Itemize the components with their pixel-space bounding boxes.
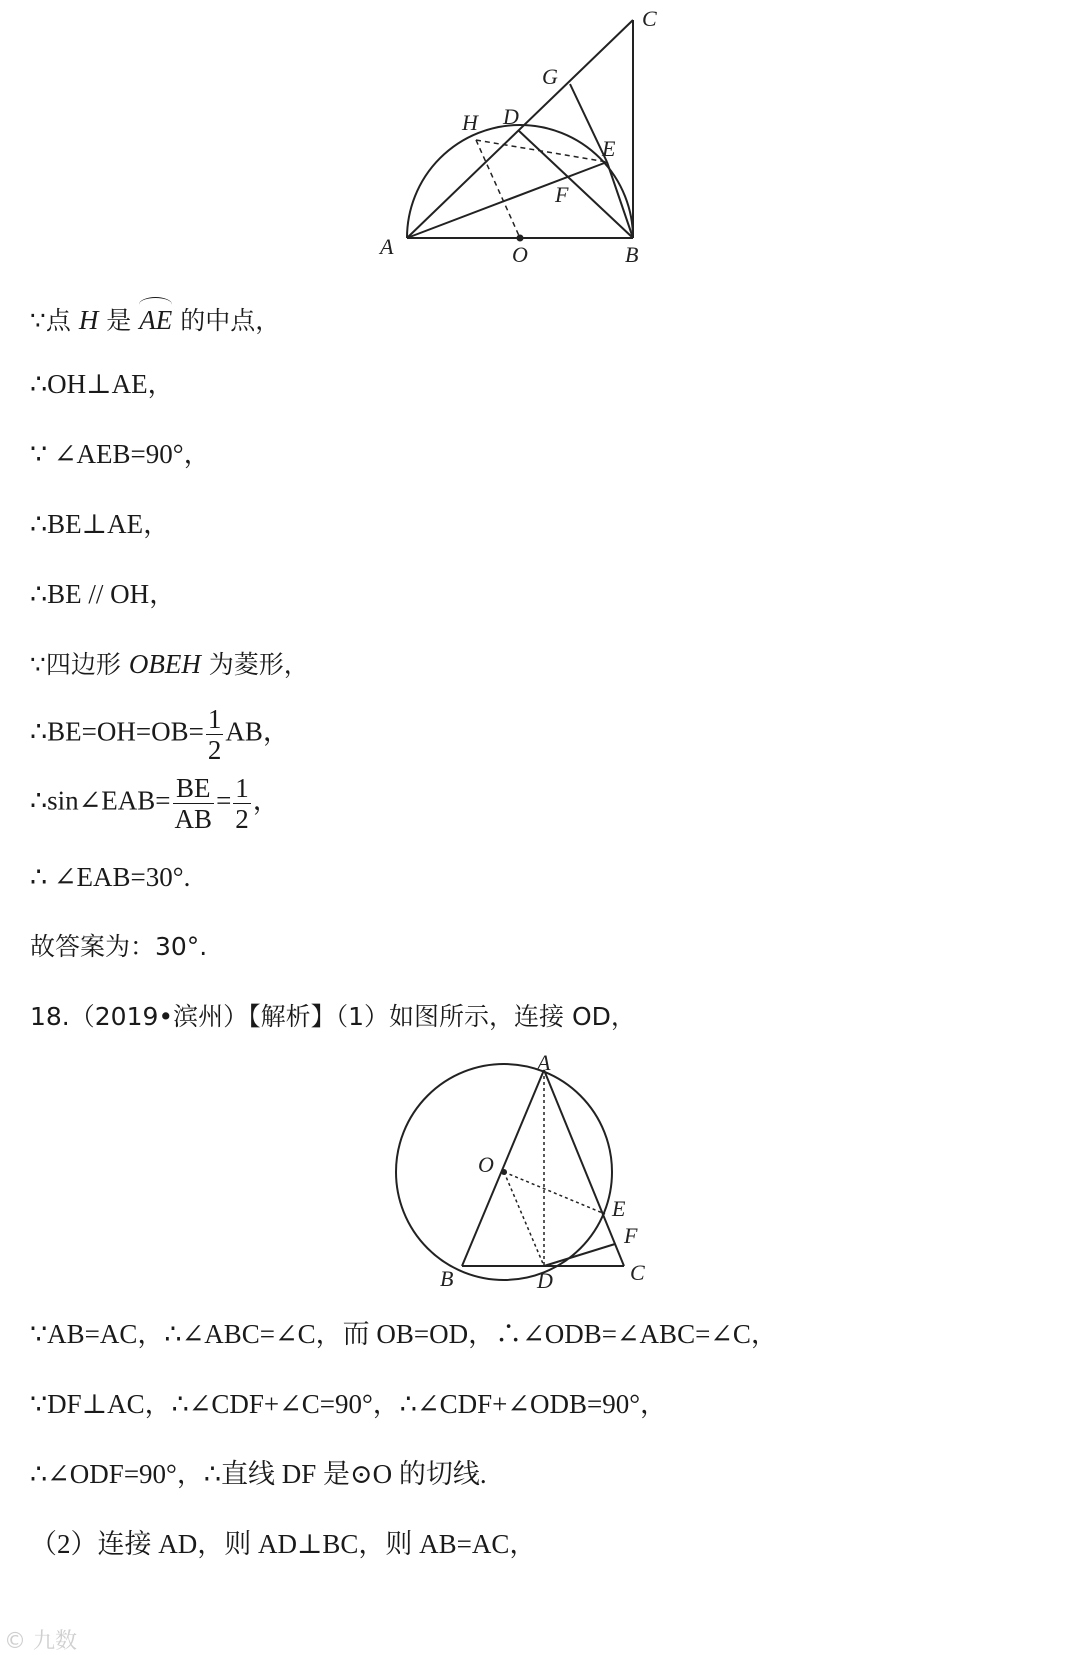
line-text: （2）连接 AD，则 AD⊥BC，则 AB=AC，: [30, 1529, 537, 1559]
proof2-line-3: [30, 1457, 487, 1491]
denominator: 2: [235, 804, 249, 834]
line-text: ∴∠ODF=90°，∴直线 DF 是⊙O 的切线.: [30, 1459, 487, 1489]
text: 是: [98, 306, 140, 335]
label-O2: O: [478, 1152, 494, 1177]
label-G: G: [542, 64, 558, 89]
arc-ae: AE: [139, 297, 172, 337]
label-A2: A: [537, 1050, 551, 1075]
label-B: B: [625, 242, 639, 267]
problem-18-heading: [30, 1000, 636, 1034]
proof-line-3: [30, 437, 211, 471]
label-E2: E: [612, 1196, 626, 1221]
line-text: ∴BE⊥AE，: [30, 509, 171, 539]
label-C: C: [642, 6, 657, 31]
line-text: ∵AB=AC，∴∠ABC=∠C，而 OB=OD，∴∠ODB=∠ABC=∠C，: [30, 1319, 778, 1349]
watermark: © 九数: [4, 1629, 77, 1654]
label-E: E: [602, 136, 616, 161]
fraction: [173, 773, 215, 834]
line-text: ∴ ∠EAB=30°.: [30, 862, 191, 892]
denominator: AB: [174, 804, 213, 834]
text: ∴BE=OH=OB=: [30, 716, 204, 747]
figure-semicircle: [370, 0, 680, 280]
proof-line-9: [30, 860, 190, 894]
text: 的中点，: [172, 306, 281, 335]
label-D2: D: [537, 1268, 553, 1293]
proof2-line-4: [30, 1527, 536, 1561]
line-text: 故答案为：30°.: [30, 932, 208, 961]
text: ，: [252, 785, 280, 816]
fraction: [233, 773, 251, 834]
proof-line-6: [30, 647, 309, 682]
label-B2: B: [440, 1266, 454, 1291]
line-text: ∵DF⊥AC，∴∠CDF+∠C=90°，∴∠CDF+∠ODB=90°，: [30, 1389, 668, 1419]
text: ∴sin∠EAB=: [30, 785, 171, 816]
text: 为菱形，: [200, 650, 309, 679]
label-F2: F: [624, 1223, 638, 1248]
proof-line-2: [30, 367, 175, 401]
figure-circle-triangle: [380, 1050, 670, 1300]
text: =: [216, 785, 232, 816]
label-H: H: [462, 110, 478, 135]
label-D: D: [503, 104, 519, 129]
line-text: ∴BE // OH，: [30, 579, 177, 609]
text-italic: OBEH: [128, 649, 201, 679]
proof2-line-2: [30, 1387, 667, 1421]
proof2-line-1: [30, 1317, 778, 1351]
text: ∵四边形: [30, 650, 129, 679]
proof-line-7: [30, 704, 290, 765]
label-C2: C: [630, 1260, 645, 1285]
denominator: 2: [207, 735, 222, 765]
numerator: BE: [173, 773, 215, 804]
label-O: O: [512, 242, 528, 267]
numerator: 1: [235, 773, 249, 803]
fraction: [206, 704, 224, 765]
proof-line-4: [30, 507, 170, 541]
label-A: A: [380, 234, 394, 259]
proof-line-5: [30, 577, 176, 611]
label-F: F: [555, 182, 569, 207]
text: AB，: [225, 716, 290, 747]
line-text: ∴OH⊥AE，: [30, 369, 175, 399]
numerator: 1: [207, 704, 222, 734]
text: ∵点: [30, 306, 79, 335]
proof-line-1: [30, 297, 280, 338]
line-text: 18.（2019•滨州）【解析】（1）如图所示，连接 OD，: [30, 1002, 636, 1031]
text-italic: H: [78, 305, 99, 335]
answer-line: [30, 930, 207, 964]
line-text: ∵ ∠AEB=90°，: [30, 439, 211, 469]
proof-line-8: [30, 773, 280, 834]
